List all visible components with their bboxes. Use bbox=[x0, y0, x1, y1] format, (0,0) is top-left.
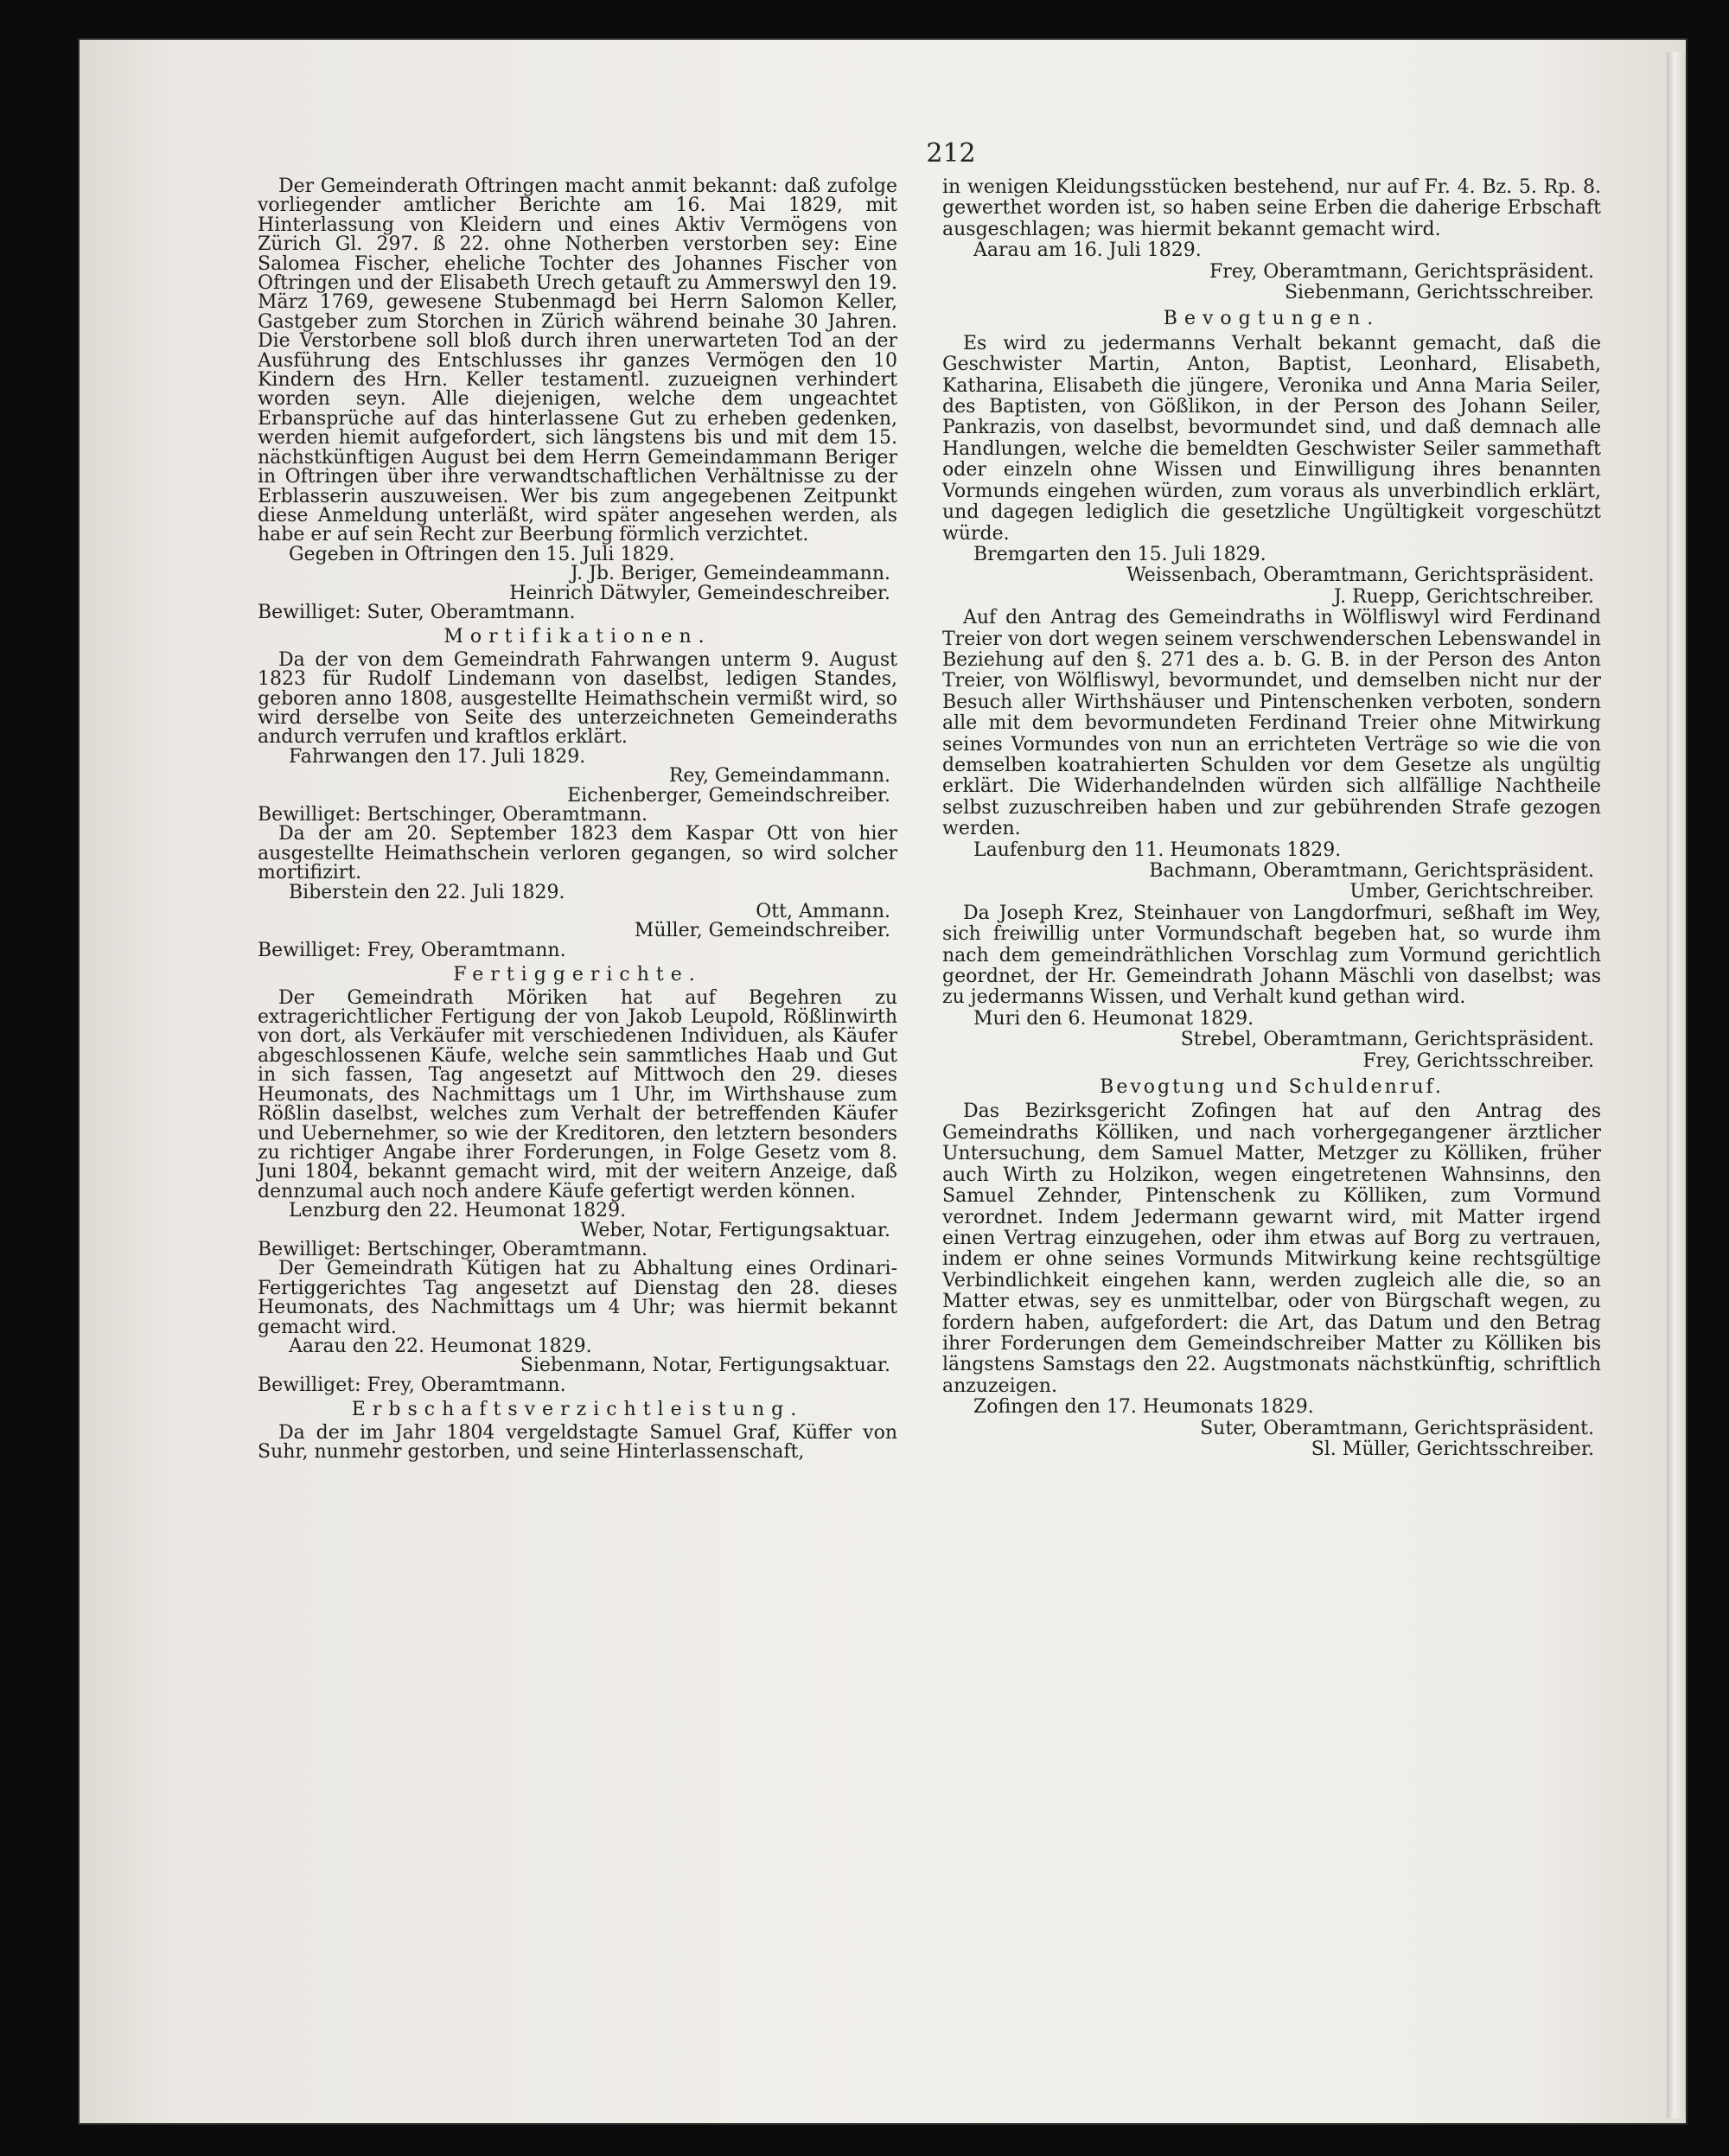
page-edge bbox=[1667, 52, 1686, 2118]
notice-signature: Sl. Müller, Gerichtsschreiber. bbox=[1311, 1438, 1594, 1460]
section-heading: Bevogtung und Schuldenruf. bbox=[1100, 1076, 1444, 1099]
notice-paragraph: Der Gemeindrath Möriken hat auf Begehren zu extragerichtlicher Fertigung der von Jakob Leupold, Rößlinwirth von dort, als Verkäufer mit verschiedenen Individuen, als Käufer abgeschlossenen Käufe, welche sein sammtliches Haab und Gut in sich fassen, Tag angesetzt auf Mittwoch den 29. dieses Heumonats, des Nachmittags um 1 Uhr, im Wirthshause zum Rößlin daselbst, welches zum Verhalt der betreffenden Käufer und Uebernehmer, so wie der Kreditoren, den letztern besonders zu richtiger Angabe ihrer Forderungen, in Folge Gesetz vom 8. Juni 1804, bekannt gemacht wird, mit der weitern Anzeige, daß dennzumal auch noch andere Käufe gefertigt werden können. bbox=[258, 986, 897, 1202]
notice-signature: Siebenmann, Notar, Fertigungsaktuar. bbox=[520, 1355, 890, 1377]
notice-dateline: Bremgarten den 15. Juli 1829. bbox=[973, 543, 1266, 565]
notice-paragraph-continued: in wenigen Kleidungsstücken bestehend, nur auf Fr. 4. Bz. 5. Rp. 8. gewerthet worden ist, so haben seine Erben die daherige Erbschaft ausgeschlagen; was hiermit bekannt gemacht wird. bbox=[942, 176, 1601, 240]
notice-signature: Rey, Gemeindammann. bbox=[668, 765, 890, 788]
approval-line: Bewilliget: Bertschinger, Oberamtmann. bbox=[258, 804, 648, 826]
notice-paragraph: Da der am 20. September 1823 dem Kaspar Ott von hier ausgestellte Heimathschein verloren gegangen, so wird solcher mortifizirt. bbox=[258, 823, 897, 884]
notice-dateline: Zofingen den 17. Heumonats 1829. bbox=[973, 1396, 1314, 1419]
approval-line: Bewilliget: Frey, Oberamtmann. bbox=[258, 939, 566, 961]
section-heading: Fertiggerichte. bbox=[453, 964, 702, 986]
notice-dateline: Aarau den 22. Heumonat 1829. bbox=[289, 1335, 592, 1357]
notice-dateline: Aarau am 16. Juli 1829. bbox=[973, 239, 1202, 262]
notice-signature: Siebenmann, Gerichtsschreiber. bbox=[1284, 282, 1594, 304]
approval-line: Bewilliget: Bertschinger, Oberamtmann. bbox=[258, 1238, 648, 1260]
notice-signature: Müller, Gemeindschreiber. bbox=[634, 920, 890, 942]
notice-paragraph: Auf den Antrag des Gemeindraths in Wölfliswyl wird Ferdinand Treier von dort wegen seinem verschwenderschen Lebenswandel in Beziehung auf den §. 271 des a. b. G. B. in der Person des Anton Treier, von Wölfliswyl, bevormundet, und demselben nicht nur der Besuch aller Wirthshäuser und Pintenschenken verboten, sondern alle mit dem bevormundeten Ferdinand Treier ohne Mitwirkung seines Vormundes von nun an errichteten Verträge so wie die von demselben koatrahierten Schulden vor dem Gesetze als ungültig erklärt. Die Widerhandelnden würden sich allfällige Nachtheile selbst zuzuschreiben haben und zur gebührenden Strafe gezogen werden. bbox=[942, 607, 1601, 840]
notice-paragraph: Der Gemeindrath Kütigen hat zu Abhaltung eines Ordinari-Fertiggerichtes Tag angesetzt auf Dienstag den 28. dieses Heumonats, des Nachmittags um 4 Uhr; was hiermit bekannt gemacht wird. bbox=[258, 1258, 897, 1338]
notice-paragraph: Da der im Jahr 1804 vergeldstagte Samuel Graf, Küffer von Suhr, nunmehr gestorben, und seine Hinterlassenschaft, bbox=[258, 1421, 897, 1463]
section-heading: Mortifikationen. bbox=[443, 626, 711, 648]
notice-signature: Frey, Gerichtsschreiber. bbox=[1362, 1049, 1594, 1072]
notice-signature: Heinrich Dätwyler, Gemeindeschreiber. bbox=[509, 582, 890, 604]
notice-signature: Weber, Notar, Fertigungsaktuar. bbox=[580, 1219, 890, 1241]
page-number: 212 bbox=[926, 138, 976, 169]
notice-signature: Strebel, Oberamtmann, Gerichtspräsident. bbox=[1180, 1029, 1594, 1051]
notice-dateline: Biberstein den 22. Juli 1829. bbox=[289, 881, 565, 903]
notice-paragraph: Es wird zu jedermanns Verhalt bekannt gemacht, daß die Geschwister Martin, Anton, Baptist, Leonhard, Elisabeth, Katharina, Elisabeth die jüngere, Veronika und Anna Maria Seiler, des Baptisten, von Gößlikon, in der Person des Johann Seiler, Pankrazis, von daselbst, bevormundet sind, und daß demnach alle Handlungen, welche die bemeldten Geschwister Seiler sammethaft oder einzeln ohne Wissen und Einwilligung ihres benannten Vormunds eingehen würden, zum voraus als unverbindlich erklärt, und dagegen lediglich die gesetzliche Ungültigkeit vorgeschützt würde. bbox=[942, 332, 1601, 545]
notice-signature: Frey, Oberamtmann, Gerichtspräsident. bbox=[1209, 260, 1594, 283]
notice-paragraph: Da Joseph Krez, Steinhauer von Langdorfmuri, seßhaft im Wey, sich freiwillig unter Vormundschaft begeben hat, so wurde ihm nach dem gemeindräthlichen Vorschlag zum Vormund gerichtlich geordnet, der Hr. Gemeindrath Johann Mäschli von daselbst; was zu jedermanns Wissen, und Verhalt kund gethan wird. bbox=[942, 902, 1601, 1009]
notice-signature: Ott, Ammann. bbox=[756, 901, 890, 923]
notice-dateline: Lenzburg den 22. Heumonat 1829. bbox=[289, 1200, 627, 1222]
notice-dateline: Gegeben in Oftringen den 15. Juli 1829. bbox=[289, 543, 675, 565]
left-column bbox=[258, 177, 897, 1462]
notice-signature: Suter, Oberamtmann, Gerichtspräsident. bbox=[1200, 1417, 1594, 1439]
notice-signature: J. Jb. Beriger, Gemeindeammann. bbox=[571, 563, 890, 585]
notice-paragraph: Da der von dem Gemeindrath Fahrwangen unterm 9. August 1823 für Rudolf Lindemann von daselbst, ledigen Standes, geboren anno 1808, ausgestellte Heimathschein vermißt wird, so wird derselbe von Seite des unterzeichneten Gemeinderaths andurch verrufen und kraftlos erklärt. bbox=[258, 648, 897, 749]
notice-paragraph: Das Bezirksgericht Zofingen hat auf den Antrag des Gemeindraths Kölliken, und nach vorhergegangener ärztlicher Untersuchung, dem Samuel Matter, Metzger zu Kölliken, früher auch Wirth zu Holzikon, wegen eingetretenen Wahnsinns, den Samuel Zehnder, Pintenschenk zu Kölliken, zum Vormund verordnet. Indem Jedermann gewarnt wird, mit Matter irgend einen Vertrag einzugehen, oder ihm etwas auf Borg zu vertrauen, indem er ohne seines Vormunds Mitwirkung keine rechtsgültige Verbindlichkeit eingehen kann, werden zugleich alle die, so an Matter etwas, sey es unmittelbar, oder von Bürgschaft wegen, zu fordern haben, aufgefordert: die Art, das Datum und den Betrag ihrer Forderungen dem Gemeindschreiber Matter zu Kölliken bis längstens Samstags den 22. Augstmonats nächstkünftig, schriftlich anzuzeigen. bbox=[942, 1100, 1601, 1397]
notice-signature: Weissenbach, Oberamtmann, Gerichtspräsident. bbox=[1126, 565, 1594, 587]
notice-dateline: Laufenburg den 11. Heumonats 1829. bbox=[973, 839, 1342, 861]
approval-line: Bewilliget: Frey, Oberamtmann. bbox=[258, 1374, 566, 1396]
notice-dateline: Muri den 6. Heumonat 1829. bbox=[973, 1007, 1254, 1030]
notice-signature: Bachmann, Oberamtmann, Gerichtspräsident. bbox=[1149, 860, 1594, 882]
notice-signature: J. Ruepp, Gerichtschreiber. bbox=[1333, 585, 1594, 608]
section-heading: Erbschaftsverzichtleistung. bbox=[351, 1399, 804, 1421]
notice-signature: Umber, Gerichtschreiber. bbox=[1349, 881, 1594, 903]
notice-dateline: Fahrwangen den 17. Juli 1829. bbox=[289, 745, 586, 768]
approval-line: Bewilliget: Suter, Oberamtmann. bbox=[258, 601, 576, 623]
section-heading: Bevogtungen. bbox=[1163, 308, 1381, 330]
notice-paragraph: Der Gemeinderath Oftringen macht anmit bekannt: daß zufolge vorliegender amtlicher Berichte am 16. Mai 1829, mit Hinterlassung von Kleidern und eines Aktiv Vermögens von Zürich Gl. 297. ß 22. ohne Notherben verstorben sey: Eine Salomea Fischer, eheliche Tochter des Johannes Fischer von Oftringen und der Elisabeth Urech getauft zu Ammerswyl den 19. März 1769, gewesene Stubenmagd bei Herrn Salomon Keller, Gastgeber zum Storchen in Zürich während beinahe 30 Jahren. Die Verstorbene soll bloß durch ihren unerwarteten Tod an der Ausführung des Entschlusses ihr ganzes Vermögen den 10 Kindern des Hrn. Keller testamentl. zuzueignen verhindert worden seyn. Alle diejenigen, welche dem ungeachtet Erbansprüche auf das hinterlassene Gut zu erheben gedenken, werden hiemit aufgefordert, sich längstens bis und mit dem 15. nächstkünftigen August bei dem Herrn Gemeindammann Beriger in Oftringen über ihre verwandtschaftlichen Verhältnisse zu der Erblasserin auszuweisen. Wer bis zum angegebenen Zeitpunkt diese Anmeldung unterläßt, wird später angesehen werden, als habe er auf sein Recht zur Beerbung förmlich verzichtet. bbox=[258, 175, 897, 546]
notice-signature: Eichenberger, Gemeindschreiber. bbox=[567, 784, 890, 807]
right-column bbox=[942, 177, 1601, 1460]
